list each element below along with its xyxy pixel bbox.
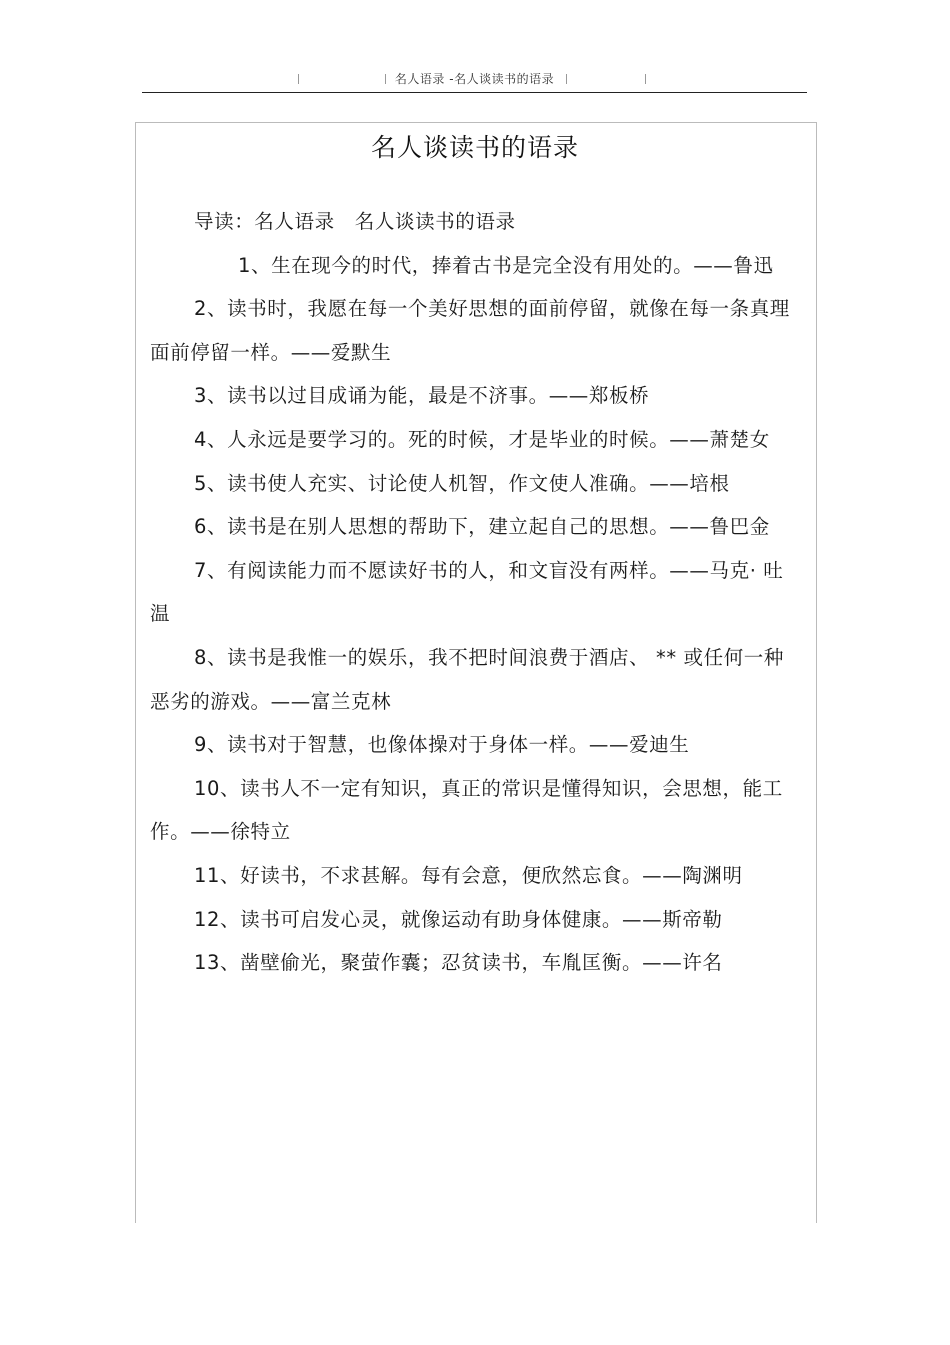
header-text: 名人语录 -名人谈读书的语录 [394, 72, 555, 86]
quote-item: 8、读书是我惟一的娱乐，我不把时间浪费于酒店、 ** 或任何一种恶劣的游戏。——富兰克林 [150, 645, 785, 713]
page-header [142, 66, 807, 93]
quote-item: 5、读书使人充实、讨论使人机智，作文使人准确。——培根 [194, 471, 730, 495]
quote-item: 13、凿壁偷光，聚萤作囊；忍贫读书，车胤匡衡。——许名 [194, 951, 723, 975]
quote-item: 1、生在现今的时代，捧着古书是完全没有用处的。——鲁迅 [238, 253, 774, 277]
quote-item: 2、读书时，我愿在每一个美好思想的面前停留，就像在每一条真理面前停留一样。——爱默生 [150, 297, 790, 364]
quote-item: 4、人永远是要学习的。死的时候，才是毕业的时候。——萧楚女 [194, 427, 770, 451]
quote-item: 12、读书可启发心灵，就像运动有助身体健康。——斯帝勒 [194, 907, 723, 931]
quote-item: 3、读书以过目成诵为能，最是不济事。——郑板桥 [194, 384, 650, 408]
quote-item: 6、读书是在别人思想的帮助下，建立起自己的思想。——鲁巴金 [194, 515, 770, 539]
quote-item: 7、有阅读能力而不愿读好书的人，和文盲没有两样。——马克· 吐温 [150, 558, 784, 626]
page-title: 名人谈读书的语录 [370, 133, 579, 162]
quote-item: 9、读书对于智慧，也像体操对于身体一样。——爱迪生 [194, 733, 690, 757]
lead-paragraph: 导读：名人语录 名人谈读书的语录 [194, 210, 516, 233]
quote-item: 10、读书人不一定有知识，真正的常识是懂得知识，会思想，能工作。——徐特立 [150, 776, 783, 844]
article-body [150, 200, 790, 985]
quote-item: 11、好读书，不求甚解。每有会意，便欣然忘食。——陶渊明 [194, 863, 743, 887]
